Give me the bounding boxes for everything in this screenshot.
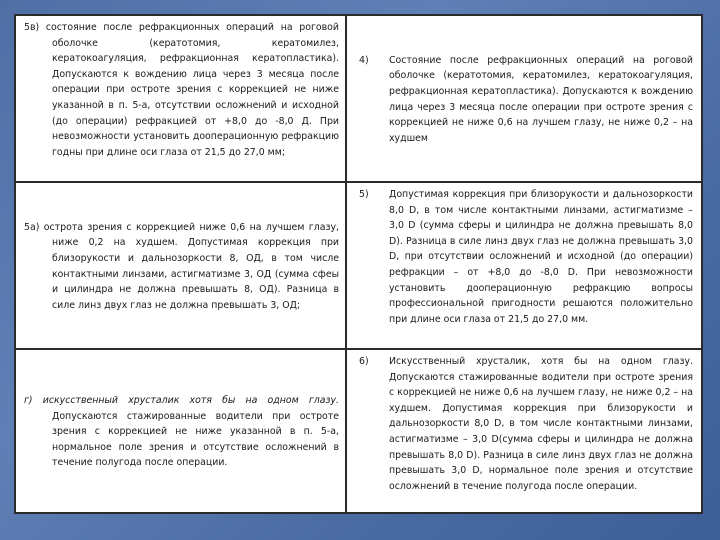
item-number: 6) bbox=[359, 356, 369, 367]
item-text: Искусственный хрусталик, хотя бы на одном глазу. Допускаются стажированные водители при остроте зрения с коррекцией не ниже 0,6 на лучшем глазу, не ниже 0,2 – на худшем. Допустимая коррекция при близорукости и дальнозоркости 8,0 D, в том числе контактными линзами, астигматизме – 3,0 D(сумма сферы и цилиндра не должна превышать 8,0 D). Разница в силе линз двух глаз не должна превышать 3,0 D, нормальное поле зрения и отсутствие осложнений в течение полугода после операции. bbox=[389, 356, 693, 492]
item-number: 4) bbox=[359, 54, 369, 66]
right-cell-row1 bbox=[346, 15, 702, 182]
right-cell-row3 bbox=[346, 349, 702, 513]
left-text-row3-italic: г) искусственный хрусталик хотя бы на одном глазу. bbox=[24, 395, 339, 407]
list-item-5 bbox=[359, 187, 693, 327]
left-cell-row2 bbox=[15, 182, 346, 349]
comparison-table bbox=[14, 14, 703, 514]
left-text-row1: 5в) состояние после рефракционных операций на роговой оболочке (кератотомия, кератомилез, кератокоагуляция, рефракционная кератопластика). Допускаются к вождению лица через 3 месяца после операции при остроте зрения с коррекцией не ниже указанной в п. 5-а, отсутствии осложнений и исходной (до операции) рефракцией от +8,0 до -8,0 Д. При невозможности установить дооперационную рефракцию годны при длине оси глаза от 21,5 до 27,0 мм; bbox=[24, 22, 339, 158]
left-cell-row3 bbox=[15, 349, 346, 513]
list-item-6 bbox=[359, 354, 693, 494]
item-text: Допустимая коррекция при близорукости и дальнозоркости 8,0 D, в том числе контактными линзами, астигматизме – 3,0 D (сумма сферы и цилиндра не должна превышать 8,0 D). Разница в силе линз двух глаз не должна превышать 3,0 D, при отсутствии осложнений и исходной (до операции) рефракции – от +8,0 до -8,0 D. При невозможности установить дооперационную рефракцию вопросы профессиональной пригодности решаются положительно при длине оси глаза от 21,5 до 27,0 мм. bbox=[389, 189, 693, 325]
item-text: Состояние после рефракционных операций на роговой оболочке (кератотомия, кератомилез, кератокоагуляция, рефракционная кератопластика). Допускаются к вождению лица через 3 месяца после операции при остроте зрения с коррекцией не ниже 0,6 на лучшем глазу, не ниже 0,2 – на худшем bbox=[389, 54, 693, 144]
right-cell-row2 bbox=[346, 182, 702, 349]
left-cell-row1 bbox=[15, 15, 346, 182]
list-item-4 bbox=[359, 53, 693, 147]
left-text-row3-rest: Допускаются стажированные водители при остроте зрения с коррекцией не ниже указанной в п. 5-а, нормальное поле зрения и отсутствие осложнений в течение полугода после операции. bbox=[52, 410, 339, 469]
left-text-row3 bbox=[24, 393, 339, 471]
item-number: 5) bbox=[359, 189, 369, 200]
left-text-row2: 5а) острота зрения с коррекцией ниже 0,6 на лучшем глазу, ниже 0,2 на худшем. Допустимая коррекция при близорукости и дальнозоркости 8, ОД, в том числе контактными линзами, астигматизме 3, ОД (сумма сфеы и цилиндра не должна превышать 8, ОД). Разница в силе линз двух глаз не должна превышать 3, ОД; bbox=[24, 221, 339, 311]
